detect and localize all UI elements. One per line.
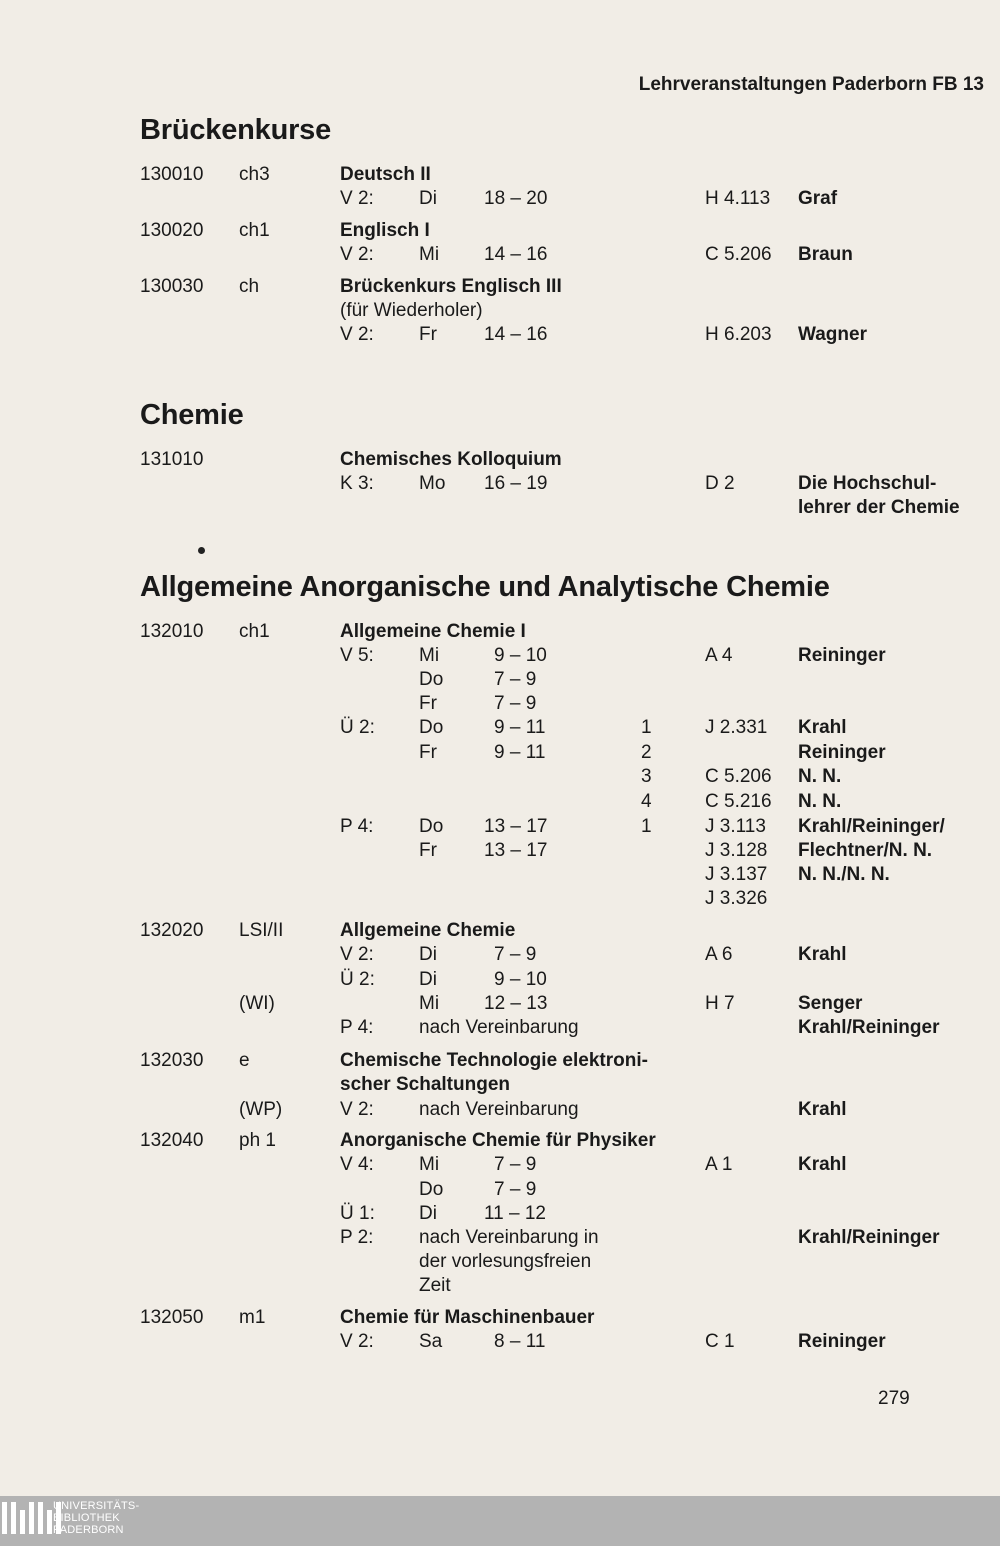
course-time: 13 – 17 (484, 840, 548, 861)
library-footer-bar (0, 1496, 1000, 1546)
course-number: 130030 (140, 276, 204, 297)
course-day: Do (419, 717, 444, 738)
course-lecturer: Braun (798, 244, 853, 265)
course-day: Zeit (419, 1275, 451, 1296)
course-group: 3 (641, 766, 652, 787)
course-room: A 1 (705, 1154, 733, 1175)
course-day: Mi (419, 993, 440, 1014)
course-type: P 4: (340, 1017, 374, 1038)
course-room: J 3.128 (705, 840, 768, 861)
course-room: H 7 (705, 993, 735, 1014)
section-title-chemie: Chemie (140, 399, 244, 431)
course-type: V 2: (340, 244, 374, 265)
course-lecturer: Krahl/Reininger (798, 1017, 940, 1038)
print-speck (198, 547, 205, 554)
course-lecturer: Krahl (798, 944, 847, 965)
course-day: Fr (419, 742, 437, 763)
course-type: Ü 1: (340, 1203, 375, 1224)
course-type: V 2: (340, 944, 374, 965)
course-lecturer: lehrer der Chemie (798, 497, 960, 518)
course-day: der vorlesungsfreien (419, 1251, 592, 1272)
course-day: Fr (419, 840, 437, 861)
course-time: 11 – 12 (484, 1203, 546, 1224)
course-day: nach Vereinbarung (419, 1017, 579, 1038)
course-lecturer: Graf (798, 188, 838, 209)
course-lecturer: Krahl (798, 1154, 847, 1175)
course-day: nach Vereinbarung in (419, 1227, 599, 1248)
course-code: (WI) (239, 993, 275, 1014)
page-number: 279 (878, 1388, 910, 1409)
course-day: Mi (419, 244, 440, 265)
course-time: 8 – 11 (494, 1331, 546, 1352)
course-time: 14 – 16 (484, 244, 548, 265)
course-lecturer: Wagner (798, 324, 867, 345)
course-type: P 4: (340, 816, 374, 837)
course-code: ch1 (239, 621, 270, 642)
course-day: Di (419, 969, 437, 990)
course-lecturer: Senger (798, 993, 863, 1014)
course-number: 131010 (140, 449, 204, 470)
course-number: 132020 (140, 920, 204, 941)
course-lecturer: Reininger (798, 645, 886, 666)
course-lecturer: Krahl (798, 1099, 847, 1120)
course-group: 2 (641, 742, 652, 763)
course-type: P 2: (340, 1227, 374, 1248)
course-group: 4 (641, 791, 652, 812)
course-time: 16 – 19 (484, 473, 548, 494)
course-type: Ü 2: (340, 717, 375, 738)
course-type: V 2: (340, 1331, 374, 1352)
course-code: LSI/II (239, 920, 284, 941)
course-time: 9 – 10 (494, 969, 547, 990)
course-day: Mi (419, 1154, 440, 1175)
course-type: Ü 2: (340, 969, 375, 990)
course-lecturer: Flechtner/N. N. (798, 840, 933, 861)
course-time: 7 – 9 (494, 944, 537, 965)
course-code: e (239, 1050, 250, 1071)
course-room: C 1 (705, 1331, 735, 1352)
library-name-line: UNIVERSITÄTS- (53, 1500, 140, 1512)
course-time: 7 – 9 (494, 669, 537, 690)
course-day: nach Vereinbarung (419, 1099, 579, 1120)
course-day: Do (419, 1179, 444, 1200)
course-number: 132050 (140, 1307, 204, 1328)
course-group: 1 (641, 816, 652, 837)
course-title: Brückenkurs Englisch III (340, 276, 562, 297)
course-number: 130010 (140, 164, 204, 185)
course-code: (WP) (239, 1099, 283, 1120)
course-title: Anorganische Chemie für Physiker (340, 1130, 656, 1151)
course-day: Do (419, 816, 444, 837)
course-title: Deutsch II (340, 164, 431, 185)
course-room: D 2 (705, 473, 735, 494)
course-day: Fr (419, 324, 437, 345)
course-room: A 6 (705, 944, 733, 965)
course-group: 1 (641, 717, 652, 738)
course-time: 13 – 17 (484, 816, 548, 837)
course-code: m1 (239, 1307, 266, 1328)
course-room: C 5.206 (705, 766, 772, 787)
course-room: C 5.206 (705, 244, 772, 265)
course-title: Allgemeine Chemie (340, 920, 516, 941)
course-day: Di (419, 944, 437, 965)
course-title: scher Schaltungen (340, 1074, 510, 1095)
course-room: H 4.113 (705, 188, 771, 209)
course-time: 7 – 9 (494, 1179, 537, 1200)
library-name-line: PADERBORN (53, 1524, 124, 1536)
course-room: A 4 (705, 645, 733, 666)
course-number: 130020 (140, 220, 204, 241)
course-day: Fr (419, 693, 437, 714)
course-room: J 2.331 (705, 717, 768, 738)
course-lecturer: Krahl/Reininger (798, 1227, 940, 1248)
course-number: 132030 (140, 1050, 204, 1071)
course-day: Di (419, 188, 437, 209)
course-title: Allgemeine Chemie I (340, 621, 526, 642)
course-lecturer: N. N./N. N. (798, 864, 890, 885)
course-code: ch (239, 276, 260, 297)
course-room: J 3.137 (705, 864, 768, 885)
course-time: 7 – 9 (494, 693, 537, 714)
course-type: V 5: (340, 645, 374, 666)
course-type: V 2: (340, 324, 374, 345)
course-time: 9 – 11 (494, 717, 546, 738)
course-time: 7 – 9 (494, 1154, 537, 1175)
library-name (53, 1500, 139, 1536)
course-room: J 3.113 (705, 816, 766, 837)
course-time: 12 – 13 (484, 993, 548, 1014)
course-number: 132040 (140, 1130, 204, 1151)
course-code: ch3 (239, 164, 270, 185)
course-day: Mo (419, 473, 446, 494)
course-title: Chemie für Maschinenbauer (340, 1307, 595, 1328)
course-title: Chemische Technologie elektroni- (340, 1050, 648, 1071)
course-room: J 3.326 (705, 888, 768, 909)
course-type: V 2: (340, 1099, 374, 1120)
course-lecturer: Reininger (798, 742, 886, 763)
course-day: Mi (419, 645, 440, 666)
course-day: Do (419, 669, 444, 690)
course-type: V 4: (340, 1154, 374, 1175)
course-time: 14 – 16 (484, 324, 548, 345)
course-lecturer: Krahl (798, 717, 847, 738)
running-header: Lehrveranstaltungen Paderborn FB 13 (638, 74, 984, 95)
course-number: 132010 (140, 621, 204, 642)
course-time: 9 – 11 (494, 742, 546, 763)
course-code: ph 1 (239, 1130, 276, 1151)
course-day: Di (419, 1203, 437, 1224)
course-lecturer: N. N. (798, 766, 842, 787)
course-lecturer: Krahl/Reininger/ (798, 816, 945, 837)
course-lecturer: Die Hochschul- (798, 473, 937, 494)
course-title: Chemisches Kolloquium (340, 449, 562, 470)
course-time: 9 – 10 (494, 645, 547, 666)
course-room: H 6.203 (705, 324, 772, 345)
course-code: ch1 (239, 220, 270, 241)
course-lecturer: N. N. (798, 791, 842, 812)
course-type: V 2: (340, 188, 374, 209)
course-room: C 5.216 (705, 791, 772, 812)
course-lecturer: Reininger (798, 1331, 886, 1352)
course-note: (für Wiederholer) (340, 300, 483, 321)
section-title-brueckenkurse: Brückenkurse (140, 114, 332, 146)
course-day: Sa (419, 1331, 443, 1352)
section-title-aaac: Allgemeine Anorganische und Analytische Chemie (140, 571, 830, 603)
course-type: K 3: (340, 473, 374, 494)
course-title: Englisch I (340, 220, 430, 241)
course-time: 18 – 20 (484, 188, 548, 209)
library-name-line: BIBLIOTHEK (53, 1512, 120, 1524)
